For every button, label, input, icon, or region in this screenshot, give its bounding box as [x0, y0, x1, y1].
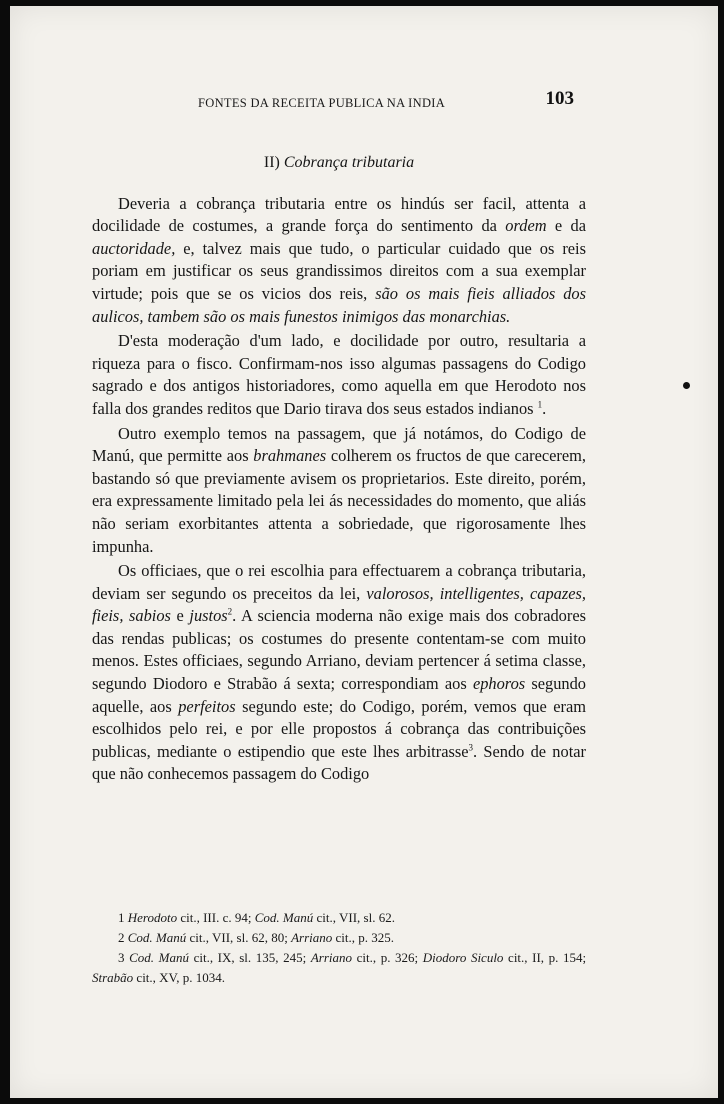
body-text — [92, 144, 586, 786]
running-title: FONTES DA RECEITA PUBLICA NA INDIA — [198, 96, 446, 110]
paragraph-3 — [92, 423, 586, 559]
text-run: Os officiaes, que o rei escolhia para effectuarem a cobrança tributaria, deviam ser segundo os preceitos da lei, — [92, 561, 586, 603]
footnotes — [92, 908, 586, 988]
text-run: . Sendo de notar que não conhecemos passagem do Codigo — [92, 741, 586, 784]
text-run: Deveria a cobrança tributaria entre os hindús ser facil, attenta a docilidade de costumes, a grande força do sentimento da — [92, 193, 586, 236]
book-page — [10, 6, 718, 1098]
text-run: segundo este; do Codigo, porém, vemos que eram escolhidos pelo rei, e por elle propostos á cobrança das contribuições publicas, mediante o estipendio que este lhes arbitrasse — [92, 696, 586, 761]
italic-run: brahmanes — [253, 446, 327, 466]
text-run: cit., XV, p. 1034. — [136, 970, 226, 985]
text-run: e da — [554, 216, 587, 236]
text-run: e — [176, 606, 184, 626]
text-run: cit., VII, sl. 62, 80; — [189, 930, 288, 945]
text-run: e, talvez mais que tudo, o particular cuidado que os reis poriam em justificar os seus grandissimos direitos com a sua exemplar virtude; pois que se os vicios dos reis, — [92, 238, 586, 303]
italic-run: valorosos, intelligentes, capazes, fieis, sabios — [92, 583, 586, 626]
footnote-number: 2 — [118, 930, 125, 945]
text-run: Outro exemplo temos na passagem, que já notámos, do Codigo de Manú, que permitte aos — [92, 423, 586, 466]
footnote-3 — [92, 948, 586, 988]
paragraph-1 — [92, 193, 586, 329]
italic-run: justos — [189, 606, 228, 626]
italic-run: Herodoto — [127, 910, 178, 925]
italic-run: são os mais fieis alliados dos aulicos, tambem são os mais funestos inimigos das monarchias. — [92, 283, 586, 326]
italic-run: Cod. Manú — [129, 950, 189, 965]
italic-run: ephoros — [472, 674, 526, 694]
italic-run: Cod. Manú — [127, 930, 187, 945]
footnote-ref: 1 — [537, 399, 543, 410]
italic-run: Diodoro Siculo — [422, 950, 504, 965]
text-run: cit., IX, sl. 135, 245; — [193, 950, 307, 965]
text-run: D'esta moderação d'um lado, e docilidade por outro, resultaria a riqueza para o fisco. Confirmam-nos isso algumas passagens do Codigo sagrado e dos antigos historiadores, como aquella em que Herodoto nos falla dos grandes reditos que Dario tirava dos seus estados indianos — [92, 331, 586, 418]
italic-run: Arriano — [310, 950, 352, 965]
italic-run: ordem — [505, 216, 547, 236]
text-run: segundo aquelle, aos — [92, 674, 586, 716]
ink-spot — [683, 382, 690, 389]
page-header — [100, 88, 582, 118]
footnote-number: 3 — [118, 950, 125, 965]
page-number: 103 — [545, 88, 574, 109]
section-title — [92, 152, 586, 175]
text-run: cit., p. 325. — [335, 930, 395, 945]
footnote-2 — [92, 928, 586, 948]
italic-run: Strabão — [92, 970, 134, 985]
paragraph-2 — [92, 330, 586, 420]
paragraph-4 — [92, 560, 586, 786]
text-run: cit., p. 326; — [356, 950, 419, 965]
footnote-ref: 3 — [468, 742, 473, 753]
text-run: . A sciencia moderna não exige mais dos cobradores das rendas publicas; os costumes do presente contentam-se com muito menos. Estes officiaes, segundo Arriano, deviam pertencer á setima classe, segundo Diodoro e Strabão á sexta; correspondiam aos — [92, 606, 586, 694]
footnote-1 — [92, 908, 586, 928]
text-run: colherem os fructos de que carecerem, bastando só que previamente avisem os proprietarios. Este direito, porém, era expressamente limitado pela lei ás necessidades do momento, que aliás não seriam exorbitantes attenta a sobriedade, que rigorosamente lhes impunha. — [92, 446, 586, 556]
footnote-number: 1 — [118, 910, 125, 925]
footnote-ref: 2 — [227, 606, 233, 617]
text-run: cit., II, p. 154; — [508, 950, 587, 965]
text-run: cit., VII, sl. 62. — [316, 910, 395, 925]
italic-run: perfeitos — [178, 696, 236, 716]
section-title-text: Cobrança tributaria — [283, 154, 415, 171]
italic-run: Arriano — [291, 930, 333, 945]
italic-run: auctoridade, — [92, 238, 176, 258]
text-run: cit., III. c. 94; — [180, 910, 252, 925]
italic-run: Cod. Manú — [254, 910, 314, 925]
section-number: II) — [263, 154, 280, 171]
text-run: . — [542, 398, 547, 418]
